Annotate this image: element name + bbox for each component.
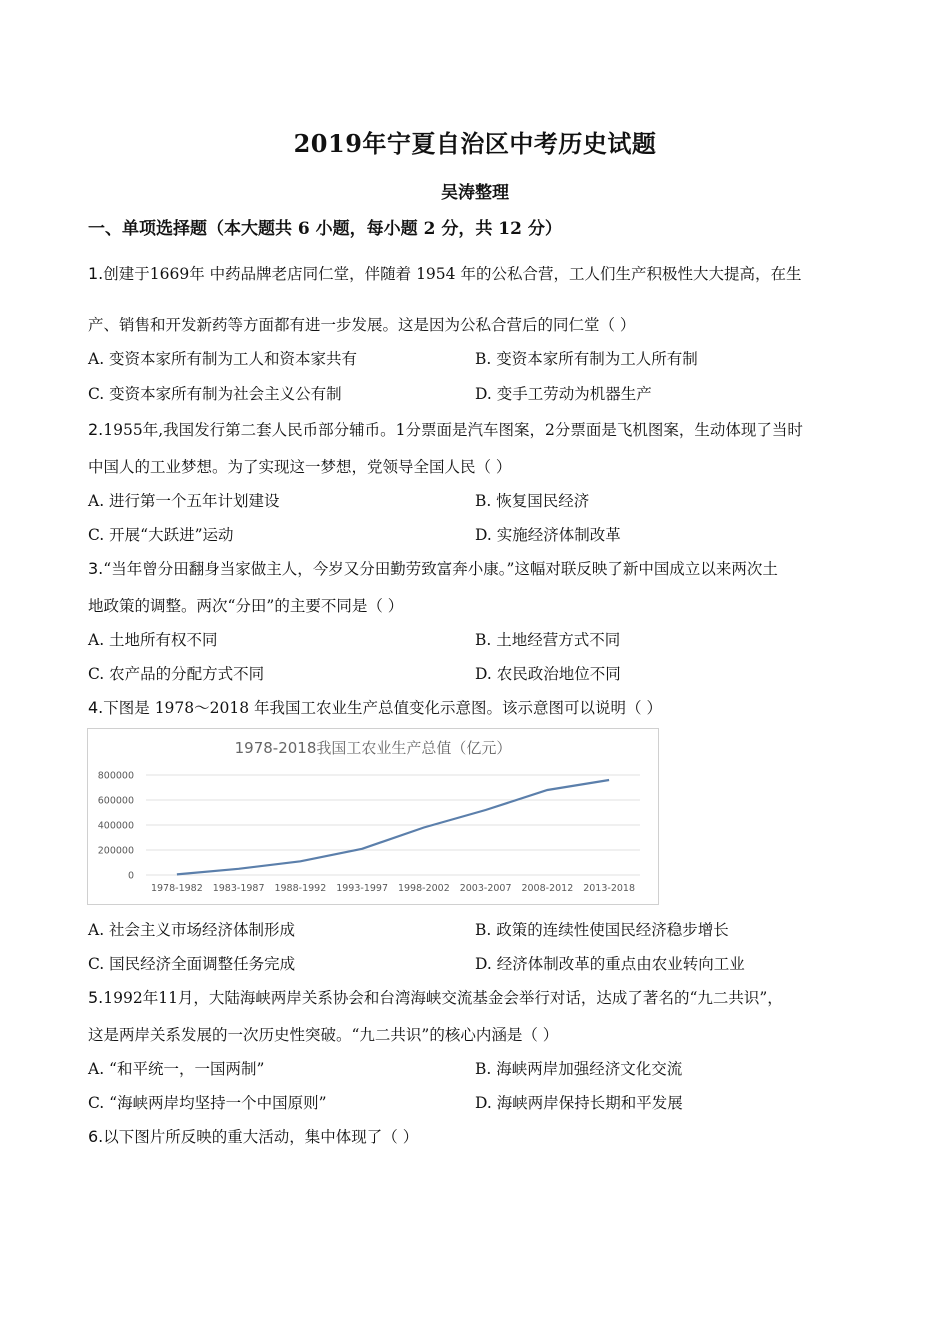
question-5-option-b: B. 海峡两岸加强经济文化交流 [475,1060,683,1078]
x-tick-label: 1988-1992 [274,883,327,894]
chart-title: 1978-2018我国工农业生产总值（亿元） [234,739,512,757]
y-tick-label: 0 [127,870,134,882]
chart-svg [88,729,658,904]
question-5-option-d: D. 海峡两岸保持长期和平发展 [475,1094,683,1112]
question-1-option-a: A. 变资本家所有制为工人和资本家共有 [88,350,358,368]
x-tick-label: 1998-2002 [397,883,450,894]
question-3-option-a: A. 土地所有权不同 [88,631,218,649]
question-3-number: 3. [88,559,104,578]
series-line [177,780,609,874]
question-2-option-b: B. 恢复国民经济 [475,492,590,510]
question-1-line2: 产、销售和开发新药等方面都有进一步发展。这是因为公私合营后的同仁堂（ ） [88,316,636,334]
question-3-option-b: B. 土地经营方式不同 [475,631,621,649]
question-2-number: 2. [88,420,104,439]
x-tick-label: 2008-2012 [521,883,574,894]
author: 吴涛整理 [441,183,509,203]
x-tick-label: 2003-2007 [459,883,512,894]
question-3-line1: 3.“当年曾分田翻身当家做主人，今岁又分田勤劳致富奔小康。”这幅对联反映了新中国成立以来两次土 [88,559,778,578]
question-1-line1: 1.创建于1669年 中药品牌老店同仁堂，伴随着 1954 年的公私合营，工人们生产积极性大大提高，在生 [88,264,802,283]
question-5-option-a: A. “和平统一，一国两制” [88,1060,265,1078]
question-4-option-d: D. 经济体制改革的重点由农业转向工业 [475,955,745,973]
question-4-option-b: B. 政策的连续性使国民经济稳步增长 [475,921,729,939]
y-tick-label: 600000 [97,795,134,807]
question-4-line1: 4.下图是 1978～2018 年我国工农业生产总值变化示意图。该示意图可以说明（ ） [88,698,662,717]
question-4-number: 4. [88,698,104,717]
question-2-option-d: D. 实施经济体制改革 [475,526,621,544]
question-5-line1: 5.1992年11月，大陆海峡两岸关系协会和台湾海峡交流基金会举行对话，达成了著名的“九二共识”， [88,988,783,1007]
question-3-option-c: C. 农产品的分配方式不同 [88,665,265,683]
question-2-line2: 中国人的工业梦想。为了实现这一梦想，党领导全国人民（ ） [88,458,512,476]
question-5-option-c: C. “海峡两岸均坚持一个中国原则” [88,1094,327,1112]
question-1-option-c: C. 变资本家所有制为社会主义公有制 [88,385,342,403]
y-tick-label: 800000 [97,770,134,782]
question-2-option-a: A. 进行第一个五年计划建设 [88,492,280,510]
page-title: 2019年宁夏自治区中考历史试题 [293,129,657,158]
section-heading: 一、单项选择题（本大题共 6 小题，每小题 2 分，共 12 分） [88,219,562,239]
question-3-line2: 地政策的调整。两次“分田”的主要不同是（ ） [88,597,404,615]
line-chart [87,728,659,905]
question-6-line1: 6.以下图片所反映的重大活动，集中体现了（ ） [88,1127,419,1146]
x-tick-label: 1978-1982 [150,883,203,894]
x-tick-label: 2013-2018 [583,883,636,894]
y-tick-label: 400000 [97,820,134,832]
y-tick-label: 200000 [97,845,134,857]
question-6-number: 6. [88,1127,104,1146]
question-3-option-d: D. 农民政治地位不同 [475,665,621,683]
question-5-line2: 这是两岸关系发展的一次历史性突破。“九二共识”的核心内涵是（ ） [88,1026,559,1044]
question-4-option-a: A. 社会主义市场经济体制形成 [88,921,296,939]
x-tick-label: 1983-1987 [212,883,265,894]
question-2-line1: 2.1955年,我国发行第二套人民币部分辅币。1分票面是汽车图案，2分票面是飞机图案，生动体现了当时 [88,420,803,439]
question-4-option-c: C. 国民经济全面调整任务完成 [88,955,296,973]
question-1-option-d: D. 变手工劳动为机器生产 [475,385,652,403]
x-tick-label: 1993-1997 [336,883,389,894]
question-2-option-c: C. 开展“大跃进”运动 [88,526,234,544]
question-1-option-b: B. 变资本家所有制为工人所有制 [475,350,698,368]
question-1-number: 1. [88,264,104,283]
question-5-number: 5. [88,988,104,1007]
